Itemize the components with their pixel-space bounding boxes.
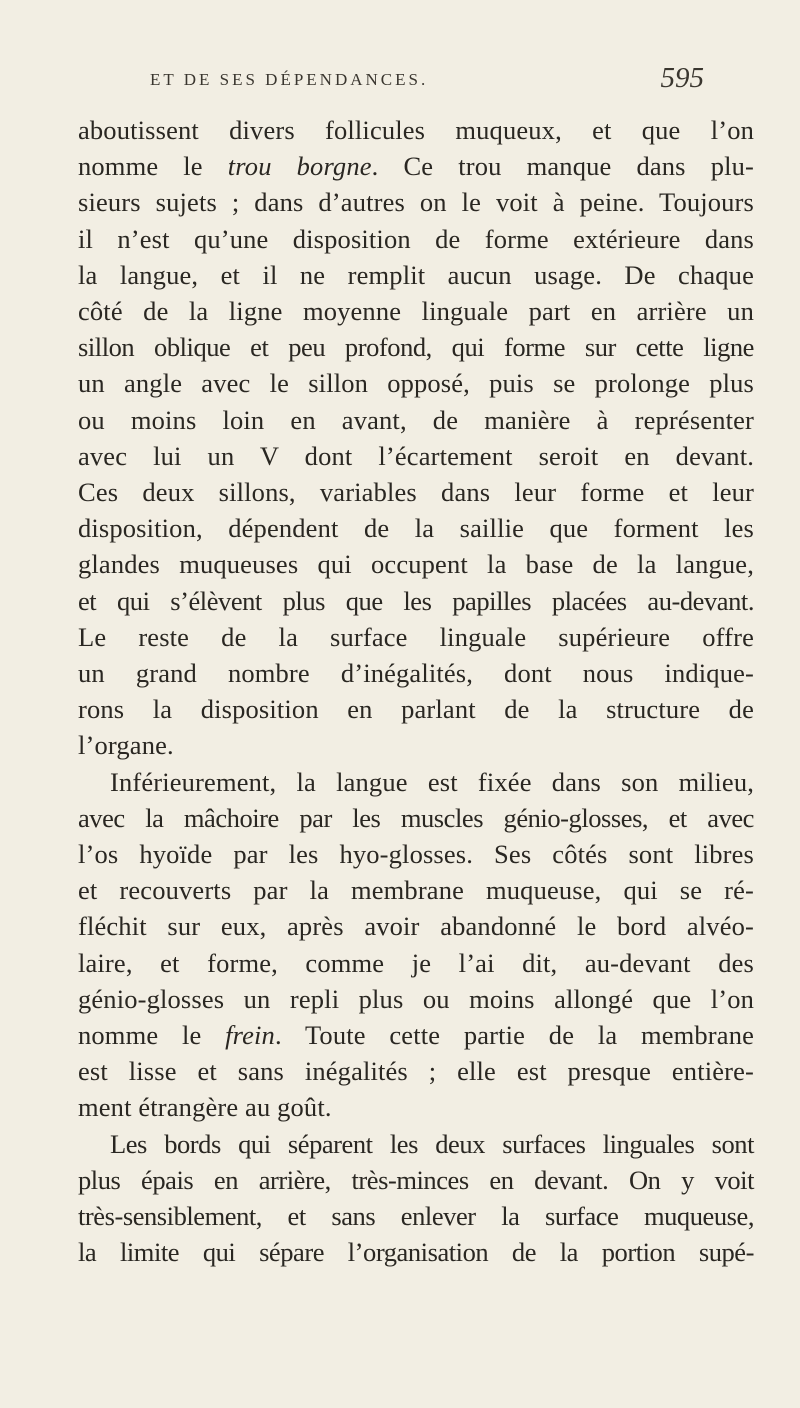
- text-line: glandes muqueuses qui occupent la base de la langue,: [78, 549, 754, 580]
- running-head: [78, 62, 754, 102]
- term-frein: frein: [225, 1020, 275, 1051]
- text-line: il n’est qu’une disposition de forme extérieure dans: [78, 223, 754, 254]
- text-line: Inférieurement, la langue est fixée dans son milieu,: [110, 766, 754, 797]
- text-line: et recouverts par la membrane muqueuse, qui se ré-: [78, 875, 754, 906]
- text-line: aboutissent divers follicules muqueux, et que l’on: [78, 115, 754, 145]
- text-line: un angle avec le sillon opposé, puis se prolonge plus: [78, 368, 754, 399]
- text-line: la limite qui sépare l’organisation de la portion supé-: [78, 1237, 754, 1268]
- text-line: avec lui un V dont l’écartement seroit en devant.: [78, 440, 754, 471]
- running-title: ET DE SES DÉPENDANCES.: [150, 70, 429, 89]
- text-line: l’os hyoïde par les hyo-glosses. Ses côtés sont libres: [78, 839, 754, 870]
- text-line: Le reste de la surface linguale supérieure offre: [78, 621, 754, 652]
- page-number: 595: [660, 62, 704, 94]
- text-line: avec la mâchoire par les muscles génio-glosses, et avec: [78, 802, 754, 833]
- text-line: l’organe.: [78, 730, 174, 761]
- text-line: Ces deux sillons, variables dans leur forme et leur: [78, 477, 754, 508]
- text-line: ou moins loin en avant, de manière à représenter: [78, 404, 754, 435]
- text-line: un grand nombre d’inégalités, dont nous indique-: [78, 658, 754, 689]
- text-line: fléchit sur eux, après avoir abandonné le bord alvéo-: [78, 911, 754, 942]
- text-line: sillon oblique et peu profond, qui forme sur cette ligne: [78, 332, 754, 363]
- text-line: très-sensiblement, et sans enlever la surface muqueuse,: [78, 1201, 754, 1232]
- text-line: Les bords qui séparent les deux surfaces linguales sont: [110, 1128, 754, 1159]
- text-line: nomme le trou borgne. Ce trou manque dans plu-: [78, 151, 754, 182]
- text-line: la langue, et il ne remplit aucun usage. De chaque: [78, 259, 754, 290]
- term-trou-borgne: trou borgne: [227, 151, 372, 182]
- text-line: sieurs sujets ; dans d’autres on le voit à peine. Toujours: [78, 187, 754, 218]
- text-line: nomme le frein. Toute cette partie de la membrane: [78, 1020, 755, 1051]
- text-line: ment étrangère au goût.: [78, 1092, 332, 1123]
- body-text: [78, 112, 754, 1271]
- text-line: plus épais en arrière, très-minces en devant. On y voit: [78, 1164, 754, 1195]
- text-line: côté de la ligne moyenne linguale part en arrière un: [78, 296, 754, 327]
- text-line: rons la disposition en parlant de la structure de: [78, 694, 754, 725]
- text-line: génio-glosses un repli plus ou moins allongé que l’on: [78, 983, 754, 1014]
- text-line: et qui s’élèvent plus que les papilles placées au-devant.: [78, 585, 754, 616]
- text-line: disposition, dépendent de la saillie que forment les: [78, 513, 754, 544]
- text-line: laire, et forme, comme je l’ai dit, au-devant des: [78, 947, 754, 978]
- text-line: est lisse et sans inégalités ; elle est presque entière-: [78, 1056, 754, 1087]
